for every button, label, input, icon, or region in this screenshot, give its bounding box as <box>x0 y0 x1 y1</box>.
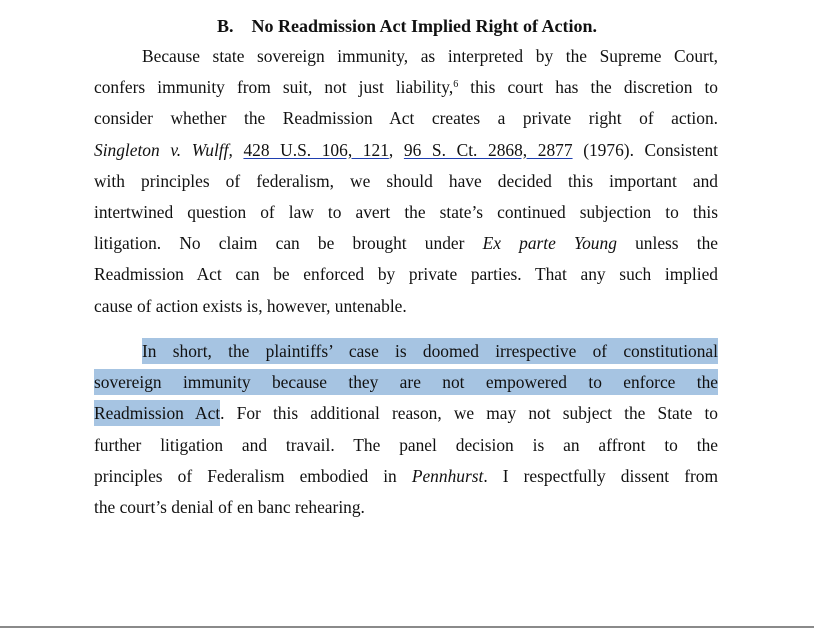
text-line <box>94 41 718 72</box>
text-line <box>94 197 718 228</box>
text-span: . I respectfully dissent from <box>483 465 718 486</box>
highlighted-text[interactable]: sovereign immunity because they are not empowered to enforce the <box>94 369 718 395</box>
footnote-marker[interactable]: 6 <box>453 79 459 91</box>
text-line <box>94 367 718 398</box>
text-line <box>94 291 718 322</box>
text-line <box>94 398 718 429</box>
citation-link-supreme-court-reporter[interactable]: 96 S. Ct. 2868, 2877 <box>403 139 573 160</box>
text-line <box>94 259 718 290</box>
paragraph-1 <box>94 41 718 322</box>
highlighted-text[interactable]: Readmission Act <box>94 400 220 426</box>
paragraph-2 <box>94 336 718 523</box>
text-line <box>94 72 718 103</box>
text-line <box>94 336 718 367</box>
text-span: with principles of federalism, we should have decided this important and <box>94 170 718 191</box>
highlighted-text[interactable]: In short, the plaintiffs’ case is doomed irrespective of constitutional <box>142 338 718 364</box>
text-line <box>94 430 718 461</box>
text-span: cause of action exists is, however, untenable. <box>94 295 407 316</box>
text-span: this court has the discretion to <box>458 77 718 98</box>
case-name-singleton: Singleton v. Wulff, <box>94 139 233 160</box>
citation-link-us-reports[interactable]: 428 U.S. 106, 121 <box>243 139 389 160</box>
text-span: consider whether the Readmission Act creates a private right of action. <box>94 108 718 129</box>
text-span: further litigation and travail. The panel decision is an affront to the <box>94 434 718 455</box>
text-span: , <box>388 139 394 160</box>
text-line <box>94 135 718 166</box>
text-line <box>94 461 718 492</box>
case-name-ex-parte-young: Ex parte Young <box>482 233 617 254</box>
case-name-pennhurst: Pennhurst <box>411 465 484 486</box>
text-line <box>94 492 718 523</box>
section-number: B. <box>216 16 234 36</box>
text-span: . For this additional reason, we may not subject the State to <box>220 403 718 424</box>
text-line <box>94 103 718 134</box>
section-title: No Readmission Act Implied Right of Action. <box>251 16 598 36</box>
text-line <box>94 166 718 197</box>
text-span: unless the <box>616 233 719 254</box>
text-span: Because state sovereign immunity, as interpreted by the Supreme Court, <box>142 46 718 66</box>
text-span: litigation. No claim can be brought under <box>94 233 483 254</box>
text-span: intertwined question of law to avert the state’s continued subjection to this <box>94 201 718 222</box>
text-span: Readmission Act can be enforced by private parties. That any such implied <box>94 264 718 285</box>
text-span: the court’s denial of en banc rehearing. <box>94 496 365 517</box>
section-heading <box>0 14 814 38</box>
text-span: (1976). Consistent <box>572 139 718 160</box>
text-span: confers immunity from suit, not just liability, <box>94 77 454 98</box>
text-line <box>94 228 718 259</box>
text-span: principles of Federalism embodied in <box>94 465 412 486</box>
